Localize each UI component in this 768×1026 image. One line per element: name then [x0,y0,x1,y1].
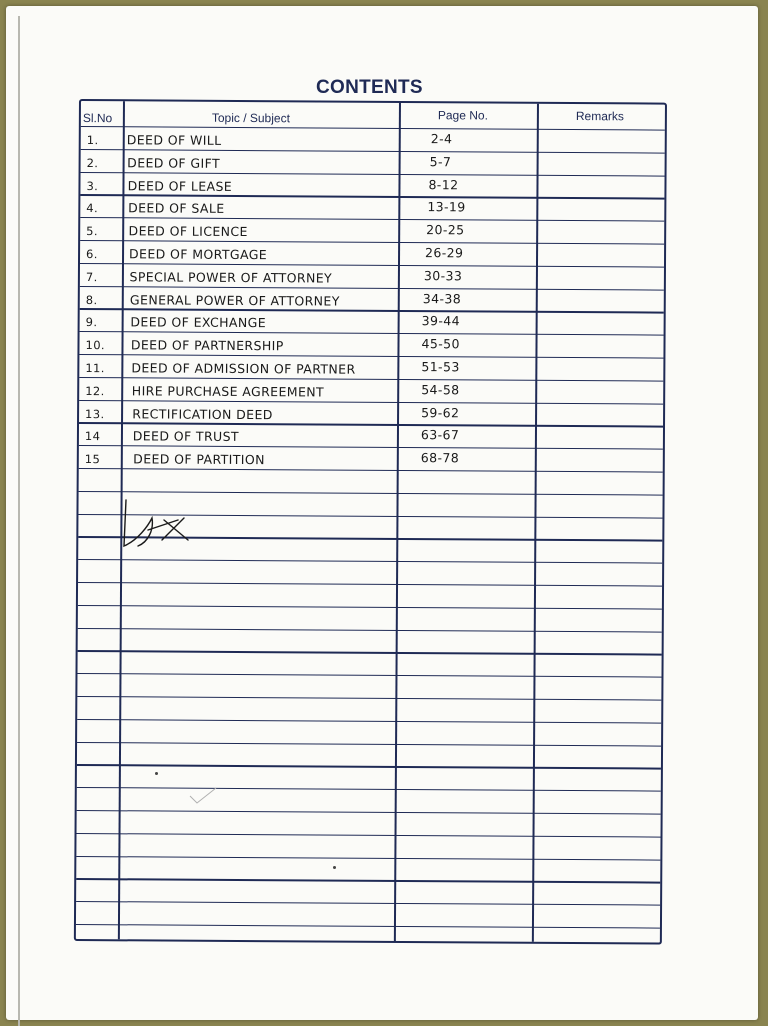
entry-topic: DEED OF SALE [128,200,225,217]
entry-sl-no: 10. [85,338,106,353]
row-rule [77,673,661,678]
row-rule [76,901,660,906]
entry-page-range: 54-58 [421,381,460,398]
entry-sl-no: 15 [84,452,101,467]
row-rule [80,194,664,199]
entry-sl-no: 14 [84,429,101,444]
entry-sl-no: 8. [85,292,98,307]
entry-page-range: 45-50 [421,336,460,352]
row-rule [81,126,665,131]
entry-topic: DEED OF LEASE [127,177,233,194]
entry-page-range: 20-25 [426,222,465,238]
row-rule [80,286,664,291]
binding-edge [18,16,20,1026]
row-rule [78,628,662,633]
row-rule [81,172,665,177]
entry-sl-no: 6. [86,247,98,262]
column-header-sl-no: Sl.No [82,111,113,126]
entry-page-range: 13-19 [427,199,466,215]
entry-topic: DEED OF WILL [126,132,222,148]
row-rule [77,810,661,815]
entry-sl-no: 4. [86,201,99,216]
column-header-remarks: Remarks [575,109,624,124]
entry-topic: DEED OF GIFT [127,155,221,171]
row-rule [79,468,663,473]
row-rule [76,924,660,929]
row-rule [77,742,661,747]
row-rule [81,149,665,154]
ink-dot [155,772,158,775]
row-rule [79,491,663,496]
row-rule [80,308,664,313]
entry-sl-no: 2. [86,155,99,170]
entry-topic: DEED OF ADMISSION OF PARTNER [131,360,356,377]
row-rule [80,331,664,336]
row-rule [78,650,662,655]
entry-topic: DEED OF MORTGAGE [129,246,268,263]
row-rule [78,559,662,564]
entry-page-range: 68-78 [420,450,460,466]
entry-page-range: 5-7 [429,153,452,170]
entry-page-range: 26-29 [425,245,464,261]
entry-sl-no: 12. [85,383,105,398]
entry-page-range: 51-53 [421,359,460,375]
entry-page-range: 59-62 [421,404,460,420]
column-divider [394,103,401,941]
entry-sl-no: 5. [86,224,99,239]
row-rule [77,719,661,724]
signature-mark [118,496,198,556]
entry-page-range: 39-44 [421,313,461,329]
entry-sl-no: 9. [85,315,98,330]
row-rule [80,240,664,245]
entry-topic: DEED OF LICENCE [128,223,248,240]
entry-page-range: 34-38 [422,290,462,306]
row-rule [79,422,663,427]
row-rule [79,445,663,450]
entry-topic: GENERAL POWER OF ATTORNEY [129,291,340,309]
column-divider [532,104,539,942]
entry-sl-no: 3. [86,178,99,193]
row-rule [77,764,661,769]
entry-page-range: 63-67 [420,427,460,443]
row-rule [77,833,661,838]
row-rule [76,856,660,861]
row-rule [80,263,664,268]
entry-page-range: 8-12 [428,176,459,192]
row-rule [77,787,661,792]
entry-sl-no: 7. [85,269,98,284]
row-rule [79,354,663,359]
column-header-page-no: Page No. [437,108,488,123]
entry-sl-no: 11. [85,361,105,376]
row-rule [76,878,660,883]
row-rule [77,696,661,701]
faint-tick-mark [188,786,218,806]
row-rule [79,377,663,382]
entry-sl-no: 1. [86,133,99,148]
row-rule [78,605,662,610]
entry-topic: DEED OF PARTITION [133,451,265,468]
entry-topic: HIRE PURCHASE AGREEMENT [131,383,325,400]
entry-topic: DEED OF TRUST [132,428,240,445]
entry-page-range: 2-4 [430,131,453,147]
entry-topic: SPECIAL POWER OF ATTORNEY [129,269,333,286]
page-title: CONTENTS [316,77,423,98]
column-header-topic: Topic / Subject [211,110,290,126]
ink-dot [333,866,336,869]
entry-sl-no: 13. [85,406,105,421]
entry-topic: DEED OF PARTNERSHIP [130,337,284,354]
row-rule [79,400,663,405]
row-rule [78,582,662,587]
entry-page-range: 30-33 [423,267,463,284]
entry-topic: DEED OF EXCHANGE [130,314,267,331]
entry-topic: RECTIFICATION DEED [132,405,273,422]
row-rule [80,217,664,222]
